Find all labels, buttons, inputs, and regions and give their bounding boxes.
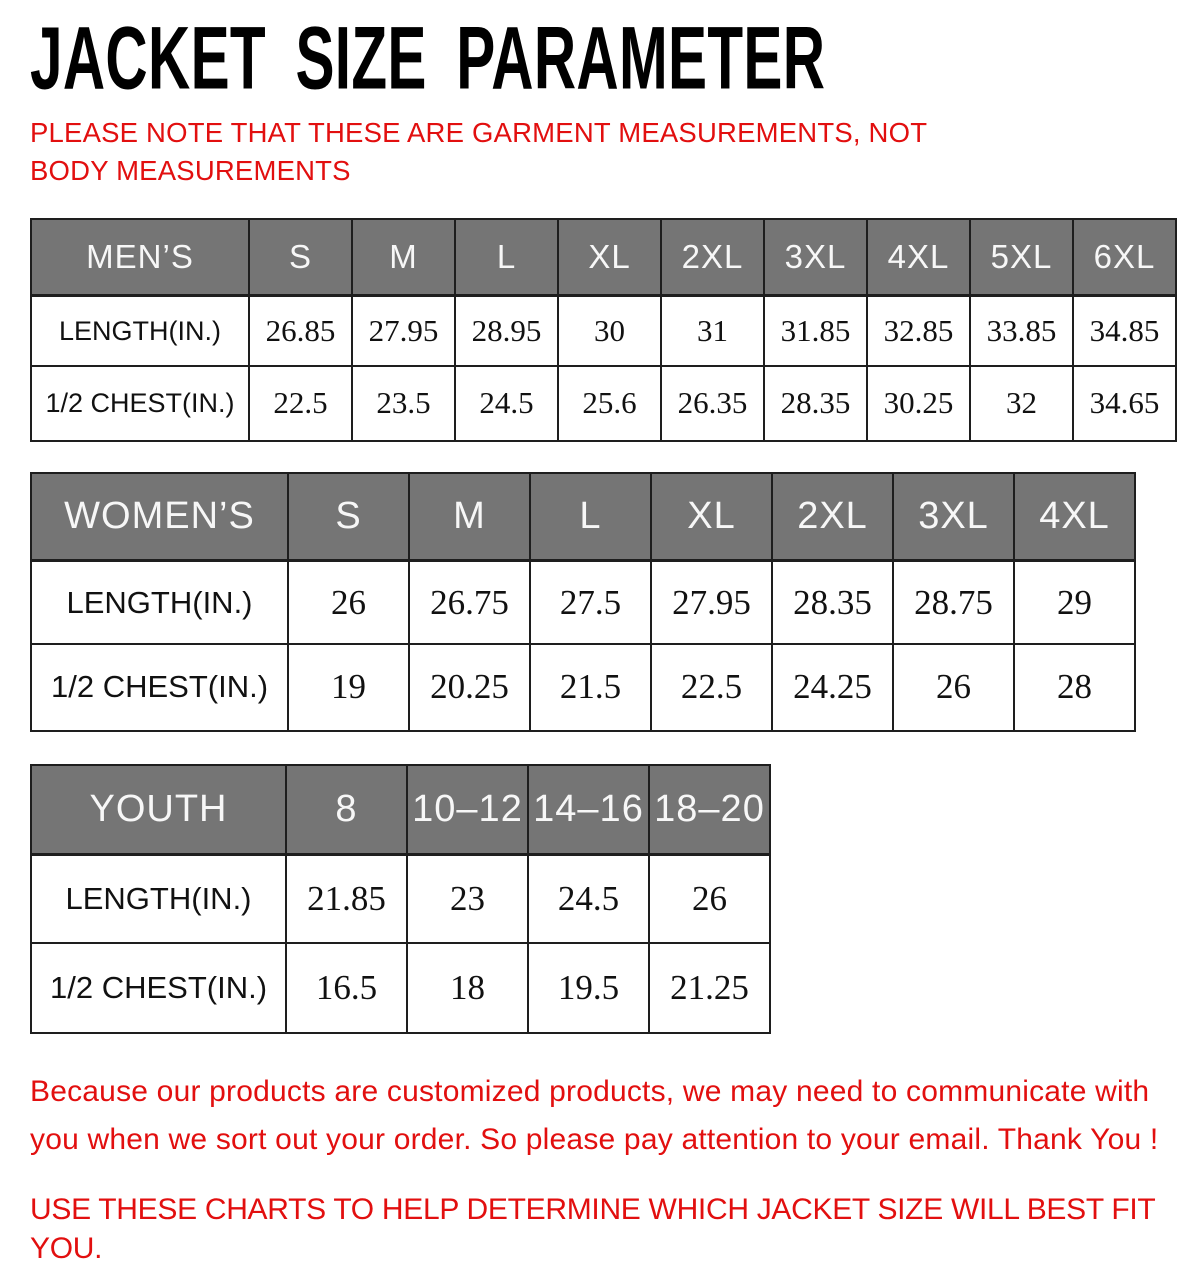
womens-table-title-cell: WOMEN’S — [31, 473, 288, 561]
youth-header-row — [31, 765, 770, 855]
size-header-cell: 2XL — [772, 473, 893, 561]
value-cell: 31.85 — [764, 296, 867, 366]
value-cell: 30.25 — [867, 366, 970, 441]
size-header-cell: L — [530, 473, 651, 561]
size-header-cell: XL — [651, 473, 772, 561]
mens-length-row — [31, 296, 1176, 366]
size-header-cell: 3XL — [764, 219, 867, 296]
value-cell: 29 — [1014, 561, 1135, 644]
size-header-cell: S — [249, 219, 352, 296]
value-cell: 26 — [893, 644, 1014, 731]
value-cell: 23.5 — [352, 366, 455, 441]
mens-table-title-cell: MEN’S — [31, 219, 249, 296]
row-label: 1/2 CHEST(IN.) — [31, 644, 288, 731]
value-cell: 24.5 — [528, 855, 649, 943]
womens-length-row — [31, 561, 1135, 644]
garment-measurement-note: PLEASE NOTE THAT THESE ARE GARMENT MEASUREMENTS, NOT BODY MEASUREMENTS — [30, 117, 927, 186]
size-header-cell: 4XL — [867, 219, 970, 296]
value-cell: 18 — [407, 943, 528, 1033]
value-cell: 19.5 — [528, 943, 649, 1033]
size-header-cell: 14–16 — [528, 765, 649, 855]
mens-chest-row — [31, 366, 1176, 441]
value-cell: 21.5 — [530, 644, 651, 731]
value-cell: 28 — [1014, 644, 1135, 731]
value-cell: 32.85 — [867, 296, 970, 366]
size-header-cell: L — [455, 219, 558, 296]
row-label: LENGTH(IN.) — [31, 855, 286, 943]
page-title: JACKET SIZE PARAMETER — [30, 8, 826, 109]
value-cell: 34.65 — [1073, 366, 1176, 441]
value-cell: 24.25 — [772, 644, 893, 731]
youth-size-table — [30, 764, 771, 1034]
row-label: 1/2 CHEST(IN.) — [31, 943, 286, 1033]
value-cell: 27.95 — [352, 296, 455, 366]
value-cell: 16.5 — [286, 943, 407, 1033]
youth-length-row — [31, 855, 770, 943]
youth-chest-row — [31, 943, 770, 1033]
value-cell: 21.85 — [286, 855, 407, 943]
size-header-cell: 10–12 — [407, 765, 528, 855]
size-header-cell: 8 — [286, 765, 407, 855]
value-cell: 21.25 — [649, 943, 770, 1033]
row-label: LENGTH(IN.) — [31, 561, 288, 644]
value-cell: 25.6 — [558, 366, 661, 441]
value-cell: 26.85 — [249, 296, 352, 366]
size-header-cell: 6XL — [1073, 219, 1176, 296]
value-cell: 20.25 — [409, 644, 530, 731]
size-header-cell: 5XL — [970, 219, 1073, 296]
value-cell: 33.85 — [970, 296, 1073, 366]
youth-table-title-cell: YOUTH — [31, 765, 286, 855]
size-header-cell: 3XL — [893, 473, 1014, 561]
value-cell: 28.95 — [455, 296, 558, 366]
size-header-cell: 18–20 — [649, 765, 770, 855]
row-label: LENGTH(IN.) — [31, 296, 249, 366]
mens-header-row — [31, 219, 1176, 296]
value-cell: 26.75 — [409, 561, 530, 644]
value-cell: 19 — [288, 644, 409, 731]
size-header-cell: 2XL — [661, 219, 764, 296]
row-label: 1/2 CHEST(IN.) — [31, 366, 249, 441]
mens-size-table — [30, 218, 1177, 442]
value-cell: 28.75 — [893, 561, 1014, 644]
value-cell: 28.35 — [772, 561, 893, 644]
value-cell: 28.35 — [764, 366, 867, 441]
value-cell: 24.5 — [455, 366, 558, 441]
womens-header-row — [31, 473, 1135, 561]
value-cell: 23 — [407, 855, 528, 943]
customization-notice: Because our products are customized products, we may need to communicate with you when we sort out your order. So please pay attention to your email. Thank You ! — [30, 1074, 1159, 1156]
size-header-cell: S — [288, 473, 409, 561]
value-cell: 27.95 — [651, 561, 772, 644]
womens-chest-row — [31, 644, 1135, 731]
size-header-cell: XL — [558, 219, 661, 296]
value-cell: 34.85 — [1073, 296, 1176, 366]
size-header-cell: M — [352, 219, 455, 296]
womens-size-table — [30, 472, 1136, 732]
size-header-cell: 4XL — [1014, 473, 1135, 561]
value-cell: 22.5 — [651, 644, 772, 731]
value-cell: 32 — [970, 366, 1073, 441]
value-cell: 26 — [288, 561, 409, 644]
chart-usage-note: USE THESE CHARTS TO HELP DETERMINE WHICH JACKET SIZE WILL BEST FIT YOU. — [30, 1192, 1155, 1265]
value-cell: 26.35 — [661, 366, 764, 441]
value-cell: 30 — [558, 296, 661, 366]
size-header-cell: M — [409, 473, 530, 561]
value-cell: 31 — [661, 296, 764, 366]
value-cell: 22.5 — [249, 366, 352, 441]
value-cell: 26 — [649, 855, 770, 943]
value-cell: 27.5 — [530, 561, 651, 644]
